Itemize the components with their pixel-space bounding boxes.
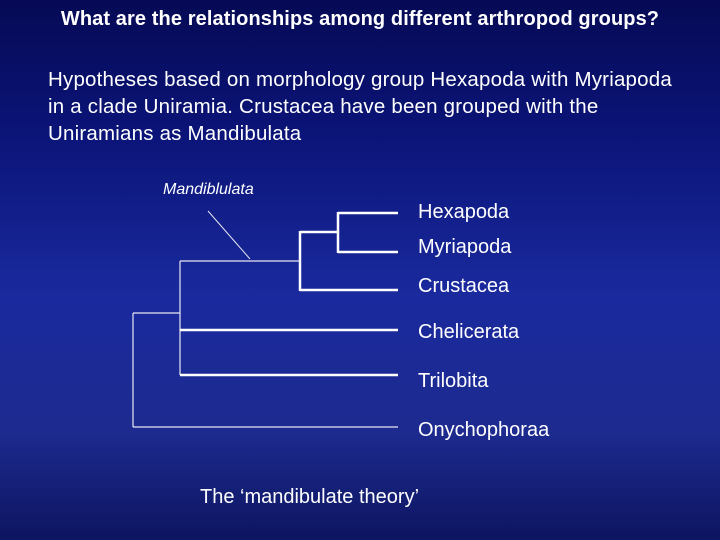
taxon-crustacea: Crustacea	[418, 275, 510, 297]
slide-title: What are the relationships among different arthropod groups?	[60, 8, 660, 30]
clade-label-mandibulata: Mandiblulata	[163, 181, 254, 198]
taxon-onychophora: Onychophoraa	[418, 419, 550, 441]
clade-pointer-line	[208, 211, 250, 259]
taxon-chelicerata: Chelicerata	[418, 321, 520, 343]
branch-hexapoda-myriapoda	[338, 212, 398, 253]
taxon-hexapoda: Hexapoda	[418, 201, 510, 223]
taxon-myriapoda: Myriapoda	[418, 236, 512, 258]
taxon-trilobita: Trilobita	[418, 370, 489, 392]
diagram-caption: The ‘mandibulate theory’	[200, 486, 420, 508]
branch-mandibulata	[300, 231, 398, 291]
branch-arthropoda	[180, 261, 398, 375]
intro-paragraph: Hypotheses based on morphology group Hexapoda with Myriapoda in a clade Uniramia. Crustacea have been grouped with the Uniramians as Mandibulata	[48, 68, 672, 145]
